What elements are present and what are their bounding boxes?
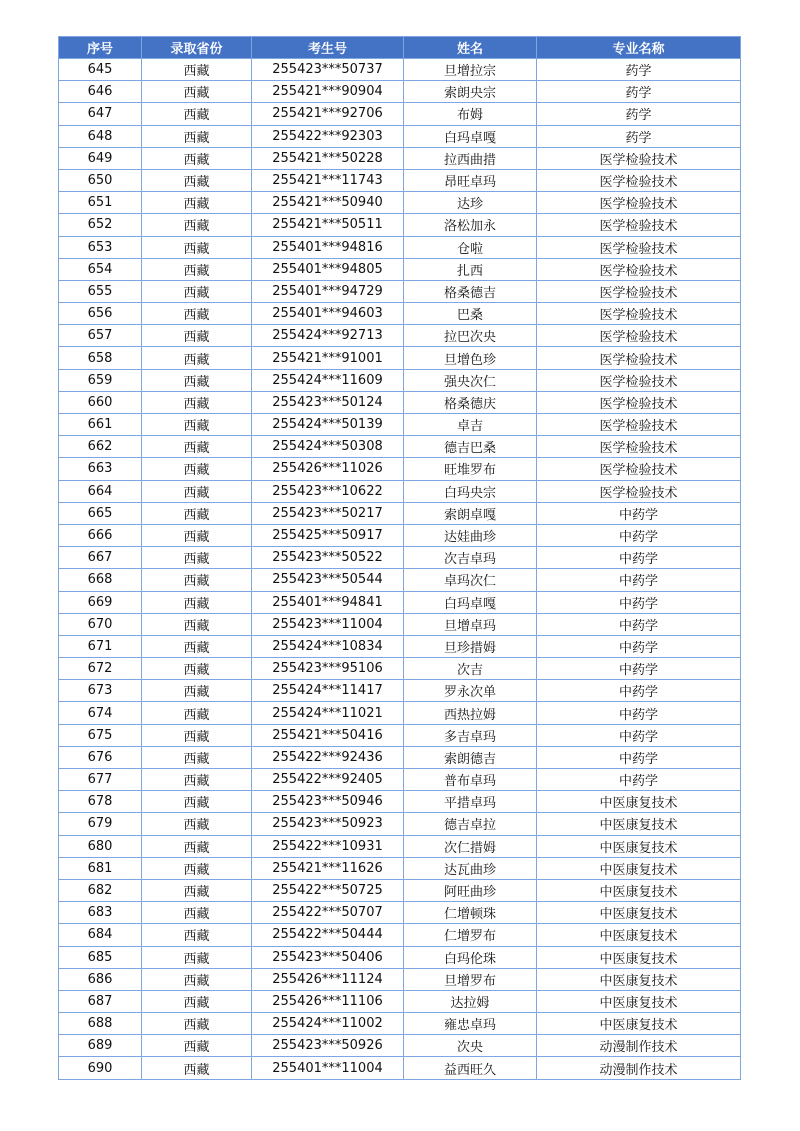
table-row — [59, 436, 741, 458]
cell-index: 656 — [59, 303, 142, 325]
cell-major: 中医康复技术 — [537, 835, 741, 857]
cell-exam-number: 255401***94816 — [252, 236, 404, 258]
cell-province: 西藏 — [142, 59, 252, 81]
cell-name: 达珍 — [404, 192, 537, 214]
table-row — [59, 458, 741, 480]
cell-exam-number: 255401***94603 — [252, 303, 404, 325]
cell-exam-number: 255423***50946 — [252, 791, 404, 813]
cell-province: 西藏 — [142, 968, 252, 990]
cell-exam-number: 255425***50917 — [252, 524, 404, 546]
cell-name: 拉巴次央 — [404, 325, 537, 347]
cell-province: 西藏 — [142, 414, 252, 436]
cell-province: 西藏 — [142, 569, 252, 591]
table-row — [59, 791, 741, 813]
cell-exam-number: 255424***11609 — [252, 369, 404, 391]
cell-province: 西藏 — [142, 214, 252, 236]
table-row — [59, 990, 741, 1012]
cell-name: 达瓦曲珍 — [404, 857, 537, 879]
cell-major: 药学 — [537, 125, 741, 147]
table-row — [59, 391, 741, 413]
cell-major: 医学检验技术 — [537, 258, 741, 280]
cell-name: 达娃曲珍 — [404, 524, 537, 546]
cell-major: 医学检验技术 — [537, 236, 741, 258]
cell-major: 中药学 — [537, 746, 741, 768]
table-row — [59, 192, 741, 214]
cell-exam-number: 255423***50544 — [252, 569, 404, 591]
cell-name: 多吉卓玛 — [404, 724, 537, 746]
cell-exam-number: 255424***92713 — [252, 325, 404, 347]
cell-province: 西藏 — [142, 591, 252, 613]
cell-major: 医学检验技术 — [537, 147, 741, 169]
cell-name: 平措卓玛 — [404, 791, 537, 813]
cell-exam-number: 255422***50444 — [252, 924, 404, 946]
cell-index: 652 — [59, 214, 142, 236]
cell-province: 西藏 — [142, 81, 252, 103]
cell-index: 646 — [59, 81, 142, 103]
cell-major: 中药学 — [537, 502, 741, 524]
cell-province: 西藏 — [142, 524, 252, 546]
cell-province: 西藏 — [142, 147, 252, 169]
cell-province: 西藏 — [142, 480, 252, 502]
cell-index: 673 — [59, 680, 142, 702]
cell-major: 中医康复技术 — [537, 1013, 741, 1035]
cell-exam-number: 255421***50940 — [252, 192, 404, 214]
cell-name: 仓啦 — [404, 236, 537, 258]
header-index: 序号 — [59, 37, 142, 59]
cell-province: 西藏 — [142, 280, 252, 302]
cell-exam-number: 255421***11743 — [252, 169, 404, 191]
cell-province: 西藏 — [142, 946, 252, 968]
cell-name: 德吉巴桑 — [404, 436, 537, 458]
cell-index: 662 — [59, 436, 142, 458]
cell-name: 罗永次单 — [404, 680, 537, 702]
cell-name: 索朗德吉 — [404, 746, 537, 768]
cell-exam-number: 255422***92303 — [252, 125, 404, 147]
table-row — [59, 769, 741, 791]
cell-index: 674 — [59, 702, 142, 724]
cell-major: 药学 — [537, 81, 741, 103]
cell-exam-number: 255422***10931 — [252, 835, 404, 857]
cell-exam-number: 255423***50926 — [252, 1035, 404, 1057]
cell-province: 西藏 — [142, 258, 252, 280]
cell-province: 西藏 — [142, 702, 252, 724]
cell-name: 白玛卓嘎 — [404, 125, 537, 147]
cell-exam-number: 255421***50228 — [252, 147, 404, 169]
cell-major: 医学检验技术 — [537, 325, 741, 347]
cell-index: 671 — [59, 635, 142, 657]
table-row — [59, 347, 741, 369]
cell-exam-number: 255401***94805 — [252, 258, 404, 280]
cell-name: 次央 — [404, 1035, 537, 1057]
cell-name: 旦增色珍 — [404, 347, 537, 369]
cell-name: 德吉卓拉 — [404, 813, 537, 835]
cell-index: 675 — [59, 724, 142, 746]
cell-index: 668 — [59, 569, 142, 591]
cell-name: 拉西曲措 — [404, 147, 537, 169]
cell-major: 药学 — [537, 59, 741, 81]
cell-province: 西藏 — [142, 902, 252, 924]
header-exam-number: 考生号 — [252, 37, 404, 59]
cell-major: 中医康复技术 — [537, 968, 741, 990]
cell-name: 阿旺曲珍 — [404, 879, 537, 901]
cell-major: 中医康复技术 — [537, 902, 741, 924]
cell-major: 医学检验技术 — [537, 480, 741, 502]
cell-name: 旦增拉宗 — [404, 59, 537, 81]
cell-province: 西藏 — [142, 502, 252, 524]
table-row — [59, 303, 741, 325]
cell-index: 645 — [59, 59, 142, 81]
table-row — [59, 591, 741, 613]
table-row — [59, 702, 741, 724]
cell-major: 医学检验技术 — [537, 192, 741, 214]
cell-exam-number: 255401***11004 — [252, 1057, 404, 1079]
cell-major: 中药学 — [537, 702, 741, 724]
cell-exam-number: 255421***92706 — [252, 103, 404, 125]
cell-province: 西藏 — [142, 1057, 252, 1079]
cell-index: 658 — [59, 347, 142, 369]
cell-exam-number: 255401***94729 — [252, 280, 404, 302]
cell-exam-number: 255424***11021 — [252, 702, 404, 724]
table-row — [59, 524, 741, 546]
cell-name: 巴桑 — [404, 303, 537, 325]
cell-exam-number: 255424***11002 — [252, 1013, 404, 1035]
cell-province: 西藏 — [142, 658, 252, 680]
cell-index: 679 — [59, 813, 142, 835]
cell-index: 678 — [59, 791, 142, 813]
table-row — [59, 81, 741, 103]
table-row — [59, 1013, 741, 1035]
cell-name: 旺堆罗布 — [404, 458, 537, 480]
cell-major: 中医康复技术 — [537, 990, 741, 1012]
cell-province: 西藏 — [142, 192, 252, 214]
cell-major: 中药学 — [537, 591, 741, 613]
cell-exam-number: 255423***50923 — [252, 813, 404, 835]
cell-name: 扎西 — [404, 258, 537, 280]
cell-index: 659 — [59, 369, 142, 391]
cell-name: 仁增罗布 — [404, 924, 537, 946]
cell-province: 西藏 — [142, 769, 252, 791]
cell-exam-number: 255424***50139 — [252, 414, 404, 436]
cell-major: 中医康复技术 — [537, 924, 741, 946]
cell-major: 医学检验技术 — [537, 214, 741, 236]
cell-major: 医学检验技术 — [537, 369, 741, 391]
cell-province: 西藏 — [142, 169, 252, 191]
cell-index: 665 — [59, 502, 142, 524]
table-row — [59, 502, 741, 524]
cell-major: 中药学 — [537, 680, 741, 702]
cell-exam-number: 255421***91001 — [252, 347, 404, 369]
cell-province: 西藏 — [142, 835, 252, 857]
cell-major: 动漫制作技术 — [537, 1035, 741, 1057]
cell-exam-number: 255421***50416 — [252, 724, 404, 746]
cell-name: 索朗卓嘎 — [404, 502, 537, 524]
header-name: 姓名 — [404, 37, 537, 59]
cell-index: 660 — [59, 391, 142, 413]
cell-exam-number: 255426***11026 — [252, 458, 404, 480]
cell-province: 西藏 — [142, 103, 252, 125]
header-province: 录取省份 — [142, 37, 252, 59]
table-row — [59, 613, 741, 635]
header-major: 专业名称 — [537, 37, 741, 59]
cell-name: 西热拉姆 — [404, 702, 537, 724]
cell-province: 西藏 — [142, 391, 252, 413]
cell-province: 西藏 — [142, 303, 252, 325]
cell-province: 西藏 — [142, 635, 252, 657]
cell-exam-number: 255426***11124 — [252, 968, 404, 990]
cell-province: 西藏 — [142, 879, 252, 901]
cell-index: 690 — [59, 1057, 142, 1079]
cell-index: 664 — [59, 480, 142, 502]
table-row — [59, 879, 741, 901]
table-row — [59, 680, 741, 702]
cell-major: 医学检验技术 — [537, 280, 741, 302]
cell-index: 677 — [59, 769, 142, 791]
cell-province: 西藏 — [142, 325, 252, 347]
cell-exam-number: 255422***92436 — [252, 746, 404, 768]
cell-index: 683 — [59, 902, 142, 924]
cell-name: 次吉 — [404, 658, 537, 680]
cell-exam-number: 255422***50707 — [252, 902, 404, 924]
table-row — [59, 147, 741, 169]
cell-major: 中药学 — [537, 769, 741, 791]
cell-major: 动漫制作技术 — [537, 1057, 741, 1079]
header-row — [59, 37, 741, 59]
cell-exam-number: 255424***10834 — [252, 635, 404, 657]
cell-name: 旦增卓玛 — [404, 613, 537, 635]
cell-name: 索朗央宗 — [404, 81, 537, 103]
table-row — [59, 746, 741, 768]
cell-index: 666 — [59, 524, 142, 546]
cell-name: 普布卓玛 — [404, 769, 537, 791]
table-row — [59, 236, 741, 258]
cell-province: 西藏 — [142, 458, 252, 480]
cell-province: 西藏 — [142, 1035, 252, 1057]
table-row — [59, 547, 741, 569]
table-row — [59, 902, 741, 924]
cell-index: 680 — [59, 835, 142, 857]
cell-name: 白玛伦珠 — [404, 946, 537, 968]
cell-exam-number: 255422***50725 — [252, 879, 404, 901]
cell-index: 686 — [59, 968, 142, 990]
cell-name: 白玛央宗 — [404, 480, 537, 502]
cell-index: 667 — [59, 547, 142, 569]
cell-index: 684 — [59, 924, 142, 946]
cell-major: 中药学 — [537, 524, 741, 546]
table-row — [59, 369, 741, 391]
cell-exam-number: 255426***11106 — [252, 990, 404, 1012]
cell-major: 中药学 — [537, 613, 741, 635]
cell-name: 卓玛次仁 — [404, 569, 537, 591]
cell-province: 西藏 — [142, 369, 252, 391]
cell-index: 653 — [59, 236, 142, 258]
table-row — [59, 635, 741, 657]
cell-index: 685 — [59, 946, 142, 968]
cell-major: 中药学 — [537, 547, 741, 569]
cell-exam-number: 255421***50511 — [252, 214, 404, 236]
cell-exam-number: 255421***11626 — [252, 857, 404, 879]
cell-index: 687 — [59, 990, 142, 1012]
cell-major: 医学检验技术 — [537, 347, 741, 369]
table-row — [59, 813, 741, 835]
cell-major: 医学检验技术 — [537, 414, 741, 436]
table-row — [59, 214, 741, 236]
cell-name: 益西旺久 — [404, 1057, 537, 1079]
cell-exam-number: 255422***92405 — [252, 769, 404, 791]
cell-index: 676 — [59, 746, 142, 768]
cell-province: 西藏 — [142, 1013, 252, 1035]
cell-index: 648 — [59, 125, 142, 147]
cell-index: 670 — [59, 613, 142, 635]
cell-major: 医学检验技术 — [537, 169, 741, 191]
table-row — [59, 59, 741, 81]
cell-major: 中药学 — [537, 635, 741, 657]
table-row — [59, 1057, 741, 1079]
cell-exam-number: 255423***50217 — [252, 502, 404, 524]
cell-province: 西藏 — [142, 347, 252, 369]
cell-name: 格桑德吉 — [404, 280, 537, 302]
table-row — [59, 924, 741, 946]
table-row — [59, 1035, 741, 1057]
table-row — [59, 280, 741, 302]
cell-major: 中医康复技术 — [537, 879, 741, 901]
table-row — [59, 258, 741, 280]
table-row — [59, 169, 741, 191]
cell-major: 中医康复技术 — [537, 791, 741, 813]
cell-name: 布姆 — [404, 103, 537, 125]
cell-province: 西藏 — [142, 791, 252, 813]
table-row — [59, 480, 741, 502]
cell-exam-number: 255423***50737 — [252, 59, 404, 81]
cell-exam-number: 255423***10622 — [252, 480, 404, 502]
table-row — [59, 569, 741, 591]
cell-name: 次吉卓玛 — [404, 547, 537, 569]
table-row — [59, 857, 741, 879]
cell-major: 医学检验技术 — [537, 458, 741, 480]
table-row — [59, 125, 741, 147]
cell-exam-number: 255423***50406 — [252, 946, 404, 968]
cell-exam-number: 255421***90904 — [252, 81, 404, 103]
cell-index: 649 — [59, 147, 142, 169]
cell-exam-number: 255424***11417 — [252, 680, 404, 702]
cell-name: 洛松加永 — [404, 214, 537, 236]
cell-name: 雍忠卓玛 — [404, 1013, 537, 1035]
cell-major: 中药学 — [537, 658, 741, 680]
cell-province: 西藏 — [142, 613, 252, 635]
cell-major: 中医康复技术 — [537, 813, 741, 835]
cell-index: 651 — [59, 192, 142, 214]
cell-name: 达拉姆 — [404, 990, 537, 1012]
table-row — [59, 658, 741, 680]
cell-name: 仁增顿珠 — [404, 902, 537, 924]
admission-table — [58, 36, 741, 1080]
cell-province: 西藏 — [142, 813, 252, 835]
cell-province: 西藏 — [142, 990, 252, 1012]
cell-province: 西藏 — [142, 680, 252, 702]
cell-major: 医学检验技术 — [537, 436, 741, 458]
cell-index: 661 — [59, 414, 142, 436]
cell-index: 655 — [59, 280, 142, 302]
cell-index: 682 — [59, 879, 142, 901]
table-row — [59, 946, 741, 968]
cell-major: 医学检验技术 — [537, 391, 741, 413]
cell-province: 西藏 — [142, 436, 252, 458]
cell-name: 旦珍措姆 — [404, 635, 537, 657]
cell-index: 672 — [59, 658, 142, 680]
cell-index: 669 — [59, 591, 142, 613]
cell-index: 657 — [59, 325, 142, 347]
cell-exam-number: 255423***11004 — [252, 613, 404, 635]
cell-major: 中医康复技术 — [537, 946, 741, 968]
cell-province: 西藏 — [142, 547, 252, 569]
cell-index: 654 — [59, 258, 142, 280]
cell-index: 650 — [59, 169, 142, 191]
table-row — [59, 103, 741, 125]
cell-index: 681 — [59, 857, 142, 879]
cell-name: 卓吉 — [404, 414, 537, 436]
table-row — [59, 414, 741, 436]
cell-index: 688 — [59, 1013, 142, 1035]
cell-name: 旦增罗布 — [404, 968, 537, 990]
table-row — [59, 325, 741, 347]
cell-province: 西藏 — [142, 724, 252, 746]
cell-exam-number: 255401***94841 — [252, 591, 404, 613]
cell-major: 药学 — [537, 103, 741, 125]
cell-name: 次仁措姆 — [404, 835, 537, 857]
cell-province: 西藏 — [142, 857, 252, 879]
cell-exam-number: 255424***50308 — [252, 436, 404, 458]
cell-province: 西藏 — [142, 236, 252, 258]
cell-index: 689 — [59, 1035, 142, 1057]
table-row — [59, 835, 741, 857]
table-row — [59, 968, 741, 990]
cell-exam-number: 255423***50124 — [252, 391, 404, 413]
cell-major: 中医康复技术 — [537, 857, 741, 879]
table-row — [59, 724, 741, 746]
cell-exam-number: 255423***95106 — [252, 658, 404, 680]
cell-name: 强央次仁 — [404, 369, 537, 391]
cell-province: 西藏 — [142, 125, 252, 147]
cell-major: 中药学 — [537, 724, 741, 746]
cell-province: 西藏 — [142, 924, 252, 946]
cell-name: 格桑德庆 — [404, 391, 537, 413]
cell-name: 昂旺卓玛 — [404, 169, 537, 191]
cell-index: 663 — [59, 458, 142, 480]
cell-major: 医学检验技术 — [537, 303, 741, 325]
cell-major: 中药学 — [537, 569, 741, 591]
cell-province: 西藏 — [142, 746, 252, 768]
cell-exam-number: 255423***50522 — [252, 547, 404, 569]
cell-name: 白玛卓嘎 — [404, 591, 537, 613]
cell-index: 647 — [59, 103, 142, 125]
